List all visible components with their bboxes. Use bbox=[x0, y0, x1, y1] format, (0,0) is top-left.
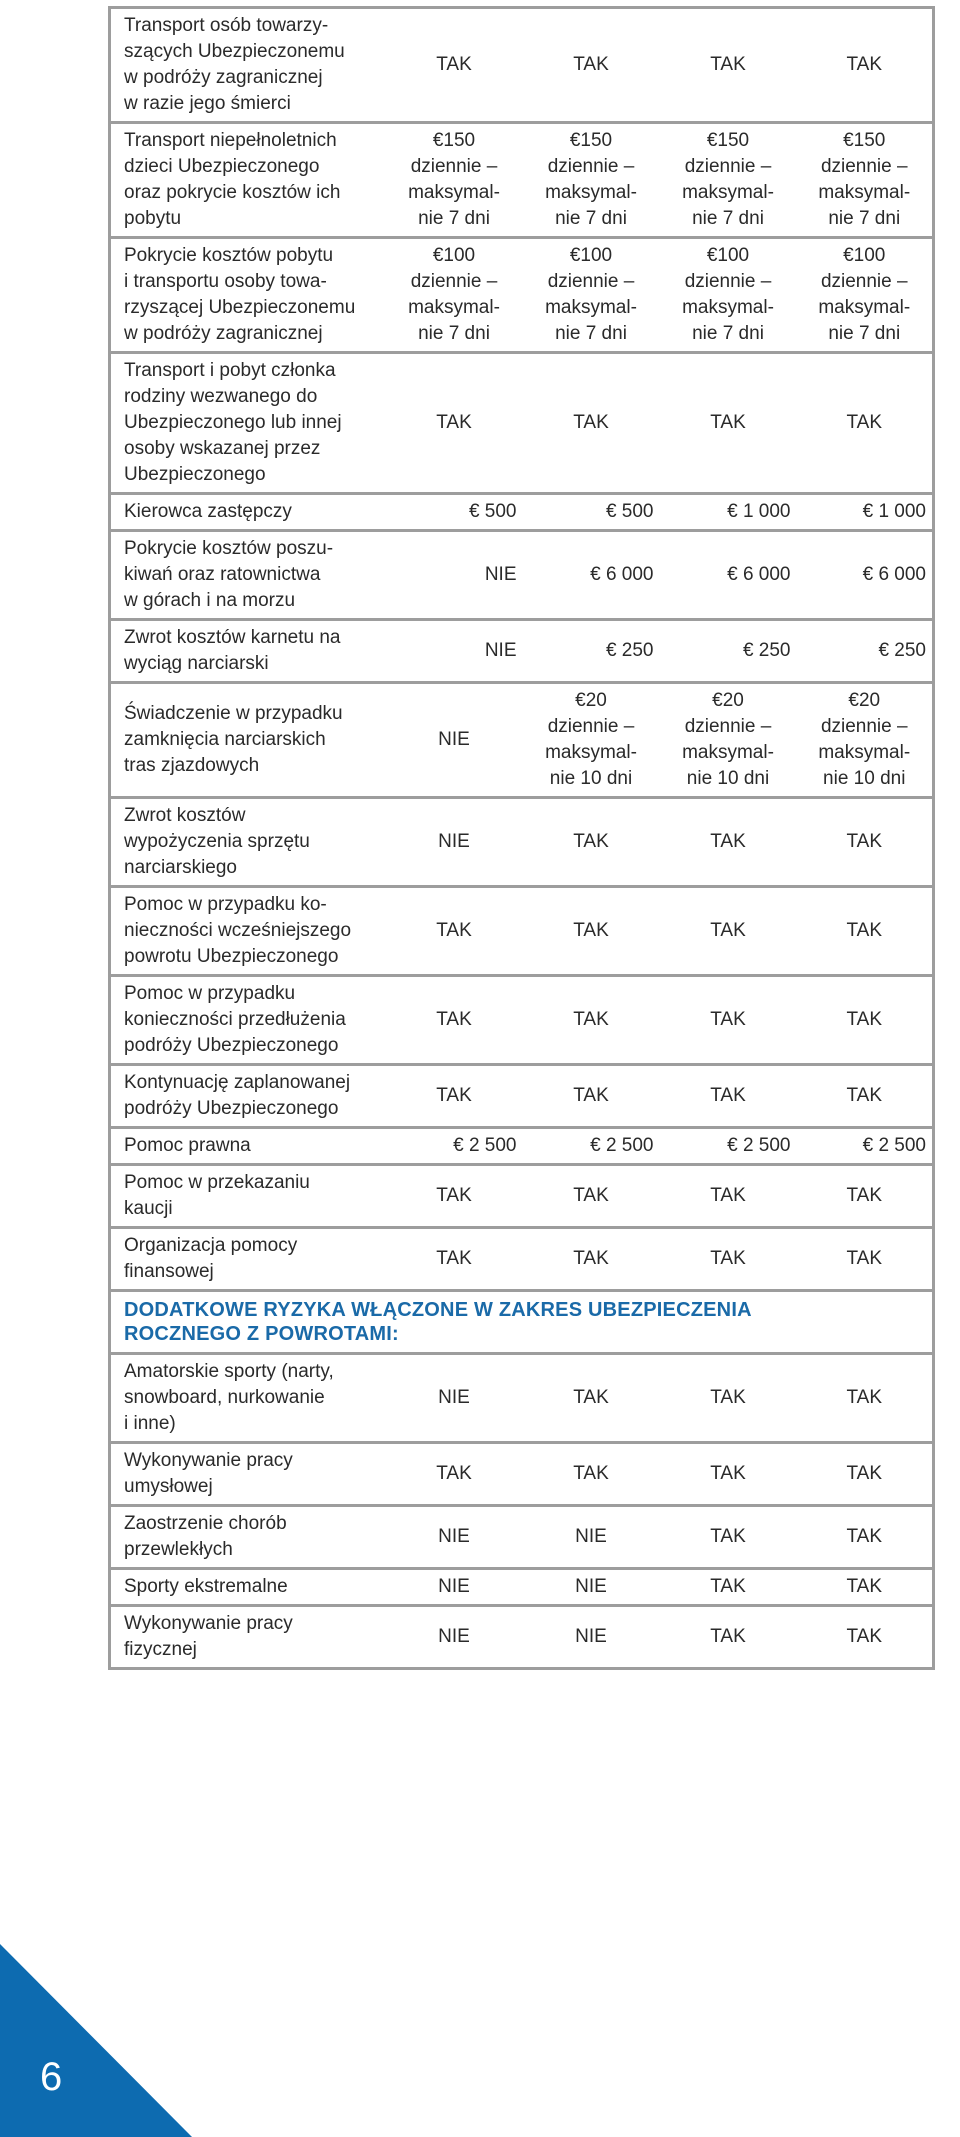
section-heading: DODATKOWE RYZYKA WŁĄCZONE W ZAKRES UBEZPIECZENIA ROCZNEGO Z POWROTAMI: bbox=[110, 1291, 934, 1354]
row-label: Kontynuację zaplanowanej podróży Ubezpieczonego bbox=[110, 1065, 386, 1128]
row-value: € 500 bbox=[386, 494, 523, 531]
page-number: 6 bbox=[40, 2055, 63, 2099]
table-row bbox=[110, 887, 934, 976]
row-value: TAK bbox=[523, 1354, 660, 1443]
row-value: TAK bbox=[523, 1228, 660, 1291]
row-value: TAK bbox=[660, 1065, 797, 1128]
table-row bbox=[110, 1606, 934, 1669]
row-label: Kierowca zastępczy bbox=[110, 494, 386, 531]
row-value: €150 dziennie – maksymal- nie 7 dni bbox=[797, 123, 934, 238]
row-value: € 250 bbox=[660, 620, 797, 683]
row-value: TAK bbox=[797, 1354, 934, 1443]
row-value: €150 dziennie – maksymal- nie 7 dni bbox=[660, 123, 797, 238]
row-value: TAK bbox=[660, 798, 797, 887]
row-label: Zwrot kosztów wypożyczenia sprzętu narciarskiego bbox=[110, 798, 386, 887]
table-row bbox=[110, 353, 934, 494]
row-value: € 500 bbox=[523, 494, 660, 531]
table-row bbox=[110, 8, 934, 123]
row-value: TAK bbox=[797, 887, 934, 976]
row-value: TAK bbox=[797, 1506, 934, 1569]
row-value: NIE bbox=[523, 1569, 660, 1606]
table-row bbox=[110, 1065, 934, 1128]
row-value: TAK bbox=[660, 1606, 797, 1669]
row-value: TAK bbox=[660, 1228, 797, 1291]
row-value: € 2 500 bbox=[797, 1128, 934, 1165]
row-value: NIE bbox=[386, 1569, 523, 1606]
row-value: TAK bbox=[797, 798, 934, 887]
row-value: €100 dziennie – maksymal- nie 7 dni bbox=[386, 238, 523, 353]
row-value: TAK bbox=[523, 353, 660, 494]
row-label: Amatorskie sporty (narty, snowboard, nurkowanie i inne) bbox=[110, 1354, 386, 1443]
row-value: TAK bbox=[386, 1165, 523, 1228]
row-value: TAK bbox=[797, 1606, 934, 1669]
row-value: TAK bbox=[523, 1165, 660, 1228]
row-label: Transport osób towarzy- szących Ubezpieczonemu w podróży zagranicznej w razie jego śmierci bbox=[110, 8, 386, 123]
table-row bbox=[110, 494, 934, 531]
row-value: TAK bbox=[523, 976, 660, 1065]
row-value: NIE bbox=[386, 1354, 523, 1443]
row-label: Pomoc prawna bbox=[110, 1128, 386, 1165]
row-value: TAK bbox=[386, 1065, 523, 1128]
row-label: Pomoc w przypadku ko- nieczności wcześniejszego powrotu Ubezpieczonego bbox=[110, 887, 386, 976]
row-value: €20 dziennie – maksymal- nie 10 dni bbox=[660, 683, 797, 798]
row-value: TAK bbox=[523, 8, 660, 123]
row-value: TAK bbox=[523, 798, 660, 887]
row-value: NIE bbox=[386, 531, 523, 620]
row-value: €150 dziennie – maksymal- nie 7 dni bbox=[523, 123, 660, 238]
row-value: TAK bbox=[523, 887, 660, 976]
row-value: TAK bbox=[523, 1443, 660, 1506]
row-label: Pomoc w przekazaniu kaucji bbox=[110, 1165, 386, 1228]
row-value: TAK bbox=[386, 1443, 523, 1506]
row-value: € 6 000 bbox=[523, 531, 660, 620]
row-value: TAK bbox=[660, 1354, 797, 1443]
row-value: TAK bbox=[797, 1228, 934, 1291]
row-value: TAK bbox=[797, 353, 934, 494]
row-label: Transport i pobyt członka rodziny wezwanego do Ubezpieczonego lub innej osoby wskazanej przez Ubezpieczonego bbox=[110, 353, 386, 494]
row-value: €100 dziennie – maksymal- nie 7 dni bbox=[797, 238, 934, 353]
table-row bbox=[110, 1128, 934, 1165]
row-label: Transport niepełnoletnich dzieci Ubezpieczonego oraz pokrycie kosztów ich pobytu bbox=[110, 123, 386, 238]
row-value: TAK bbox=[386, 887, 523, 976]
row-value: TAK bbox=[660, 353, 797, 494]
row-value: € 250 bbox=[797, 620, 934, 683]
row-label: Świadczenie w przypadku zamknięcia narciarskich tras zjazdowych bbox=[110, 683, 386, 798]
row-value: € 6 000 bbox=[660, 531, 797, 620]
row-label: Pomoc w przypadku konieczności przedłużenia podróży Ubezpieczonego bbox=[110, 976, 386, 1065]
row-value: € 2 500 bbox=[523, 1128, 660, 1165]
row-label: Organizacja pomocy finansowej bbox=[110, 1228, 386, 1291]
row-value: TAK bbox=[660, 887, 797, 976]
table-row bbox=[110, 798, 934, 887]
table-row bbox=[110, 531, 934, 620]
row-label: Zaostrzenie chorób przewlekłych bbox=[110, 1506, 386, 1569]
table-row bbox=[110, 238, 934, 353]
row-value: TAK bbox=[386, 353, 523, 494]
row-value: NIE bbox=[386, 798, 523, 887]
coverage-table-container bbox=[108, 6, 932, 1670]
row-value: €100 dziennie – maksymal- nie 7 dni bbox=[660, 238, 797, 353]
row-value: € 1 000 bbox=[797, 494, 934, 531]
row-value: € 1 000 bbox=[660, 494, 797, 531]
table-row bbox=[110, 1165, 934, 1228]
row-value: € 2 500 bbox=[386, 1128, 523, 1165]
table-row bbox=[110, 976, 934, 1065]
table-row bbox=[110, 1443, 934, 1506]
row-label: Zwrot kosztów karnetu na wyciąg narciarski bbox=[110, 620, 386, 683]
row-value: TAK bbox=[797, 976, 934, 1065]
row-value: €100 dziennie – maksymal- nie 7 dni bbox=[523, 238, 660, 353]
row-label: Pokrycie kosztów poszu- kiwań oraz ratownictwa w górach i na morzu bbox=[110, 531, 386, 620]
row-label: Wykonywanie pracy umysłowej bbox=[110, 1443, 386, 1506]
table-row bbox=[110, 1354, 934, 1443]
row-value: TAK bbox=[660, 976, 797, 1065]
row-value: TAK bbox=[660, 1569, 797, 1606]
row-value: TAK bbox=[797, 1569, 934, 1606]
table-row bbox=[110, 1569, 934, 1606]
row-value: TAK bbox=[386, 8, 523, 123]
row-value: TAK bbox=[797, 8, 934, 123]
row-value: € 2 500 bbox=[660, 1128, 797, 1165]
row-value: TAK bbox=[797, 1443, 934, 1506]
page-corner-triangle bbox=[0, 1944, 192, 2137]
table-row bbox=[110, 620, 934, 683]
row-value: TAK bbox=[797, 1065, 934, 1128]
row-value: NIE bbox=[386, 683, 523, 798]
row-value: €150 dziennie – maksymal- nie 7 dni bbox=[386, 123, 523, 238]
row-value: TAK bbox=[660, 1165, 797, 1228]
row-value: TAK bbox=[386, 1228, 523, 1291]
table-row bbox=[110, 1506, 934, 1569]
table-row bbox=[110, 683, 934, 798]
row-label: Wykonywanie pracy fizycznej bbox=[110, 1606, 386, 1669]
row-value: TAK bbox=[660, 1443, 797, 1506]
row-label: Sporty ekstremalne bbox=[110, 1569, 386, 1606]
row-value: TAK bbox=[797, 1165, 934, 1228]
row-value: NIE bbox=[386, 1506, 523, 1569]
table-row bbox=[110, 123, 934, 238]
row-value: €20 dziennie – maksymal- nie 10 dni bbox=[523, 683, 660, 798]
coverage-table bbox=[108, 6, 935, 1670]
row-value: TAK bbox=[386, 976, 523, 1065]
row-value: NIE bbox=[523, 1506, 660, 1569]
row-value: € 250 bbox=[523, 620, 660, 683]
row-value: € 6 000 bbox=[797, 531, 934, 620]
row-label: Pokrycie kosztów pobytu i transportu osoby towa- rzyszącej Ubezpieczonemu w podróży zagranicznej bbox=[110, 238, 386, 353]
section-heading-row bbox=[110, 1291, 934, 1354]
row-value: NIE bbox=[523, 1606, 660, 1669]
row-value: TAK bbox=[660, 8, 797, 123]
row-value: NIE bbox=[386, 1606, 523, 1669]
row-value: TAK bbox=[523, 1065, 660, 1128]
row-value: €20 dziennie – maksymal- nie 10 dni bbox=[797, 683, 934, 798]
row-value: NIE bbox=[386, 620, 523, 683]
table-row bbox=[110, 1228, 934, 1291]
row-value: TAK bbox=[660, 1506, 797, 1569]
